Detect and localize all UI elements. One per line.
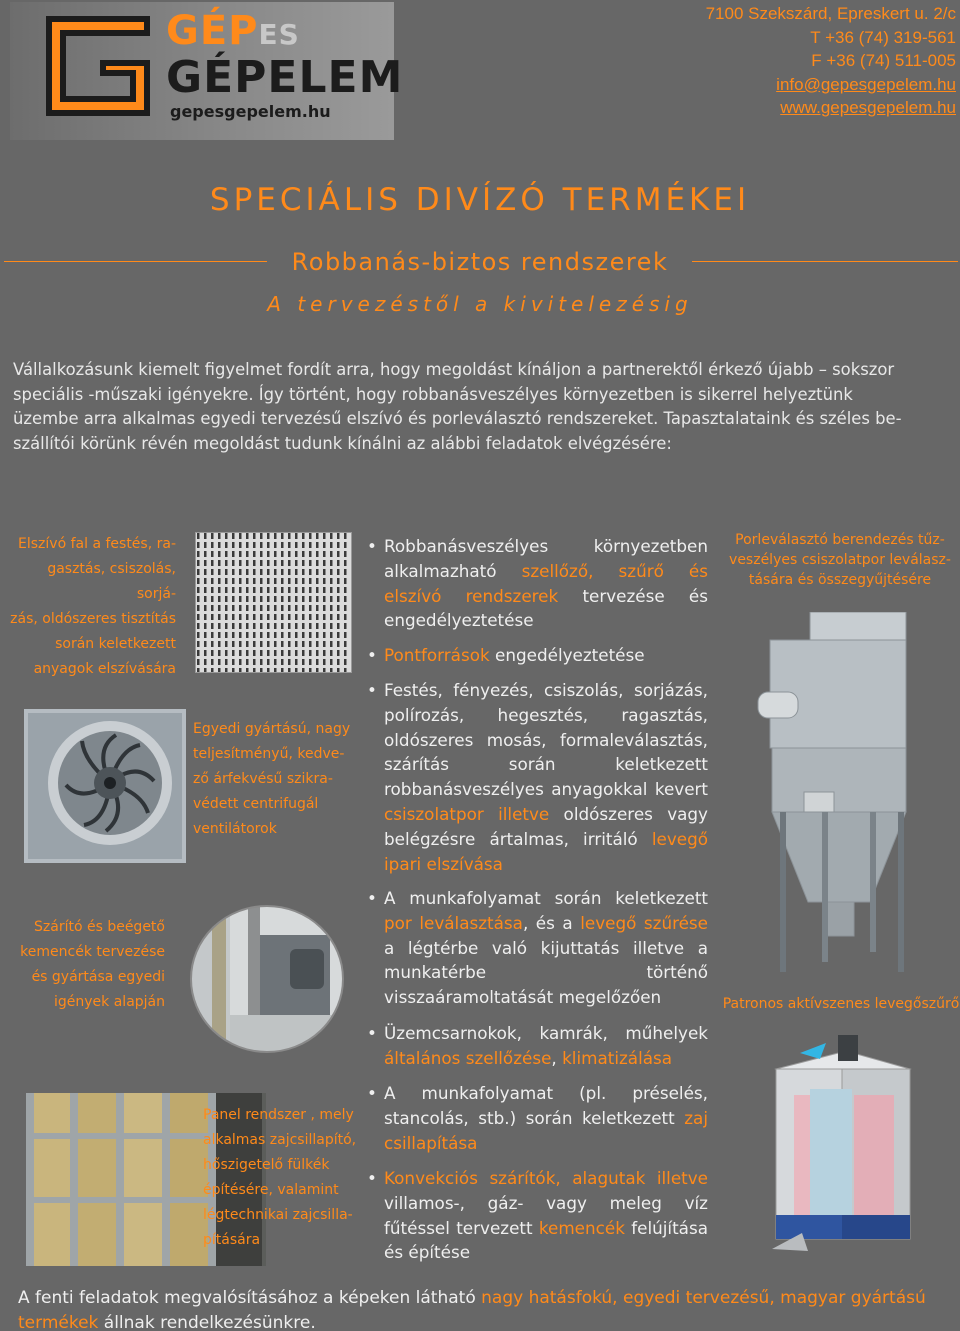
intro-line: Vállalkozásunk kiemelt figyelmet fordít arra, hogy megoldást kínáljon a partnerektől érkező újabb – sokszor — [13, 360, 895, 379]
bullet-icon: • — [367, 1023, 377, 1043]
page-tagline: A tervezéstől a kivitelezésig — [267, 292, 693, 316]
contact-web-link[interactable]: www.gepesgepelem.hu — [780, 98, 956, 117]
dust-separator-photo — [752, 612, 912, 974]
contact-block — [706, 2, 956, 120]
intro-line: üzembe arra alkalmas egyedi tervezésű elszívó és porleválasztó rendszereket. Tapasztalataink és széles be- — [13, 409, 902, 429]
bullet-icon: • — [367, 1168, 377, 1188]
caption-fan: Egyedi gyártású, nagy teljesítményű, kedve- ző árfekvésű szikra- védett centrifugál ventilátorok — [193, 721, 351, 837]
bullet-icon: • — [367, 1083, 377, 1103]
caption-panel: Panel rendszer , mely alkalmas zajcsillapító, hőszigetelő fülkék építésére, valamint légtechnikai zajcsilla- pítására — [203, 1107, 357, 1248]
contact-address: 7100 Szekszárd, Epreskert u. 2/c — [705, 4, 956, 23]
intro-paragraph — [13, 358, 956, 457]
bullet-item: • A munkafolyamat során keletkezett por leválasztása, és a levegő szűrése a légtérbe való kijuttatás illetve a munkatérbe történő visszaáramoltatását megelőzően — [360, 886, 708, 1010]
bullet-item: • Konvekciós szárítók, alagutak illetve villamos-, gáz- vagy meleg víz fűtéssel tervezett kemencék felújítása és építése — [360, 1166, 708, 1265]
oven-photo — [190, 905, 344, 1053]
intro-line: speciális -műszaki igényekre. Így történt, hogy robbanásveszélyes környezetben is sikerrel helyeztünk — [13, 384, 853, 404]
logo-wordmark-top: GÉPES — [166, 8, 300, 54]
bullet-item: • Pontforrások engedélyeztetése — [360, 643, 708, 668]
caption-wall: Elszívó fal a festés, ra- gasztás, csiszolás, sorjá- zás, oldószeres tisztítás során keletkezett anyagok elszívására — [10, 536, 176, 677]
bullet-icon: • — [367, 888, 377, 908]
centrifugal-fan-photo — [24, 709, 186, 863]
cartridge-filter-photo — [770, 1029, 912, 1261]
intro-line: szállítói körünk révén megoldást tudunk kínálni az alábbi feladatok elvégzésére: — [13, 434, 672, 454]
bullet-item: • Üzemcsarnokok, kamrák, műhelyek általános szellőzése, klimatizálása — [360, 1021, 708, 1071]
contact-phone: T +36 (74) 319-561 — [810, 27, 956, 47]
bullet-icon: • — [367, 680, 377, 700]
extraction-wall-photo — [195, 532, 352, 673]
bullet-item: • A munkafolyamat (pl. préselés, stancolás, stb.) során keletkezett zaj csillapítása — [360, 1081, 708, 1155]
caption-separator: Porleválasztó berendezés tűz- veszélyes csiszolatpor leválasz- tására és összegyűjtésére — [729, 532, 951, 588]
page-subtitle: Robbanás-biztos rendszerek — [291, 248, 669, 276]
bullet-icon: • — [367, 536, 377, 556]
contact-email-link[interactable]: info@gepesgepelem.hu — [776, 74, 956, 94]
logo-wordmark-bottom: GÉPELEM — [166, 52, 404, 103]
logo-url: gepesgepelem.hu — [170, 102, 331, 121]
contact-fax: F +36 (74) 511-005 — [811, 51, 956, 70]
caption-cartridge: Patronos aktívszenes levegőszűrő — [722, 996, 960, 1012]
bullet-icon: • — [367, 645, 377, 665]
footer-paragraph: A fenti feladatok megvalósításához a képeken látható nagy hatásfokú, egyedi tervezésű, magyar gyártású termékek állnak rendelkezésünkre. — [18, 1288, 926, 1331]
logo-mark-icon — [42, 12, 154, 120]
page-title: SPECIÁLIS DIVÍZÓ TERMÉKEI — [209, 182, 751, 218]
bullet-item: • Festés, fényezés, csiszolás, sorjázás, polírozás, hegesztés, ragasztás, oldószeres mosás, formaleválasztás, szárítás során keletkezett robbanásveszélyes anyagokkal kevert csiszolatpor illetve oldószeres vagy belégzésre ártalmas, irritáló levegő ipari elszívása — [360, 678, 708, 876]
caption-oven: Szárító és beégető kemencék tervezése és gyártása egyedi igények alapján — [20, 919, 165, 1010]
bullet-item: • Robbanásveszélyes környezetben alkalmazható szellőző, szűrő és elszívó rendszerek tervezése és engedélyeztetése — [360, 534, 708, 633]
